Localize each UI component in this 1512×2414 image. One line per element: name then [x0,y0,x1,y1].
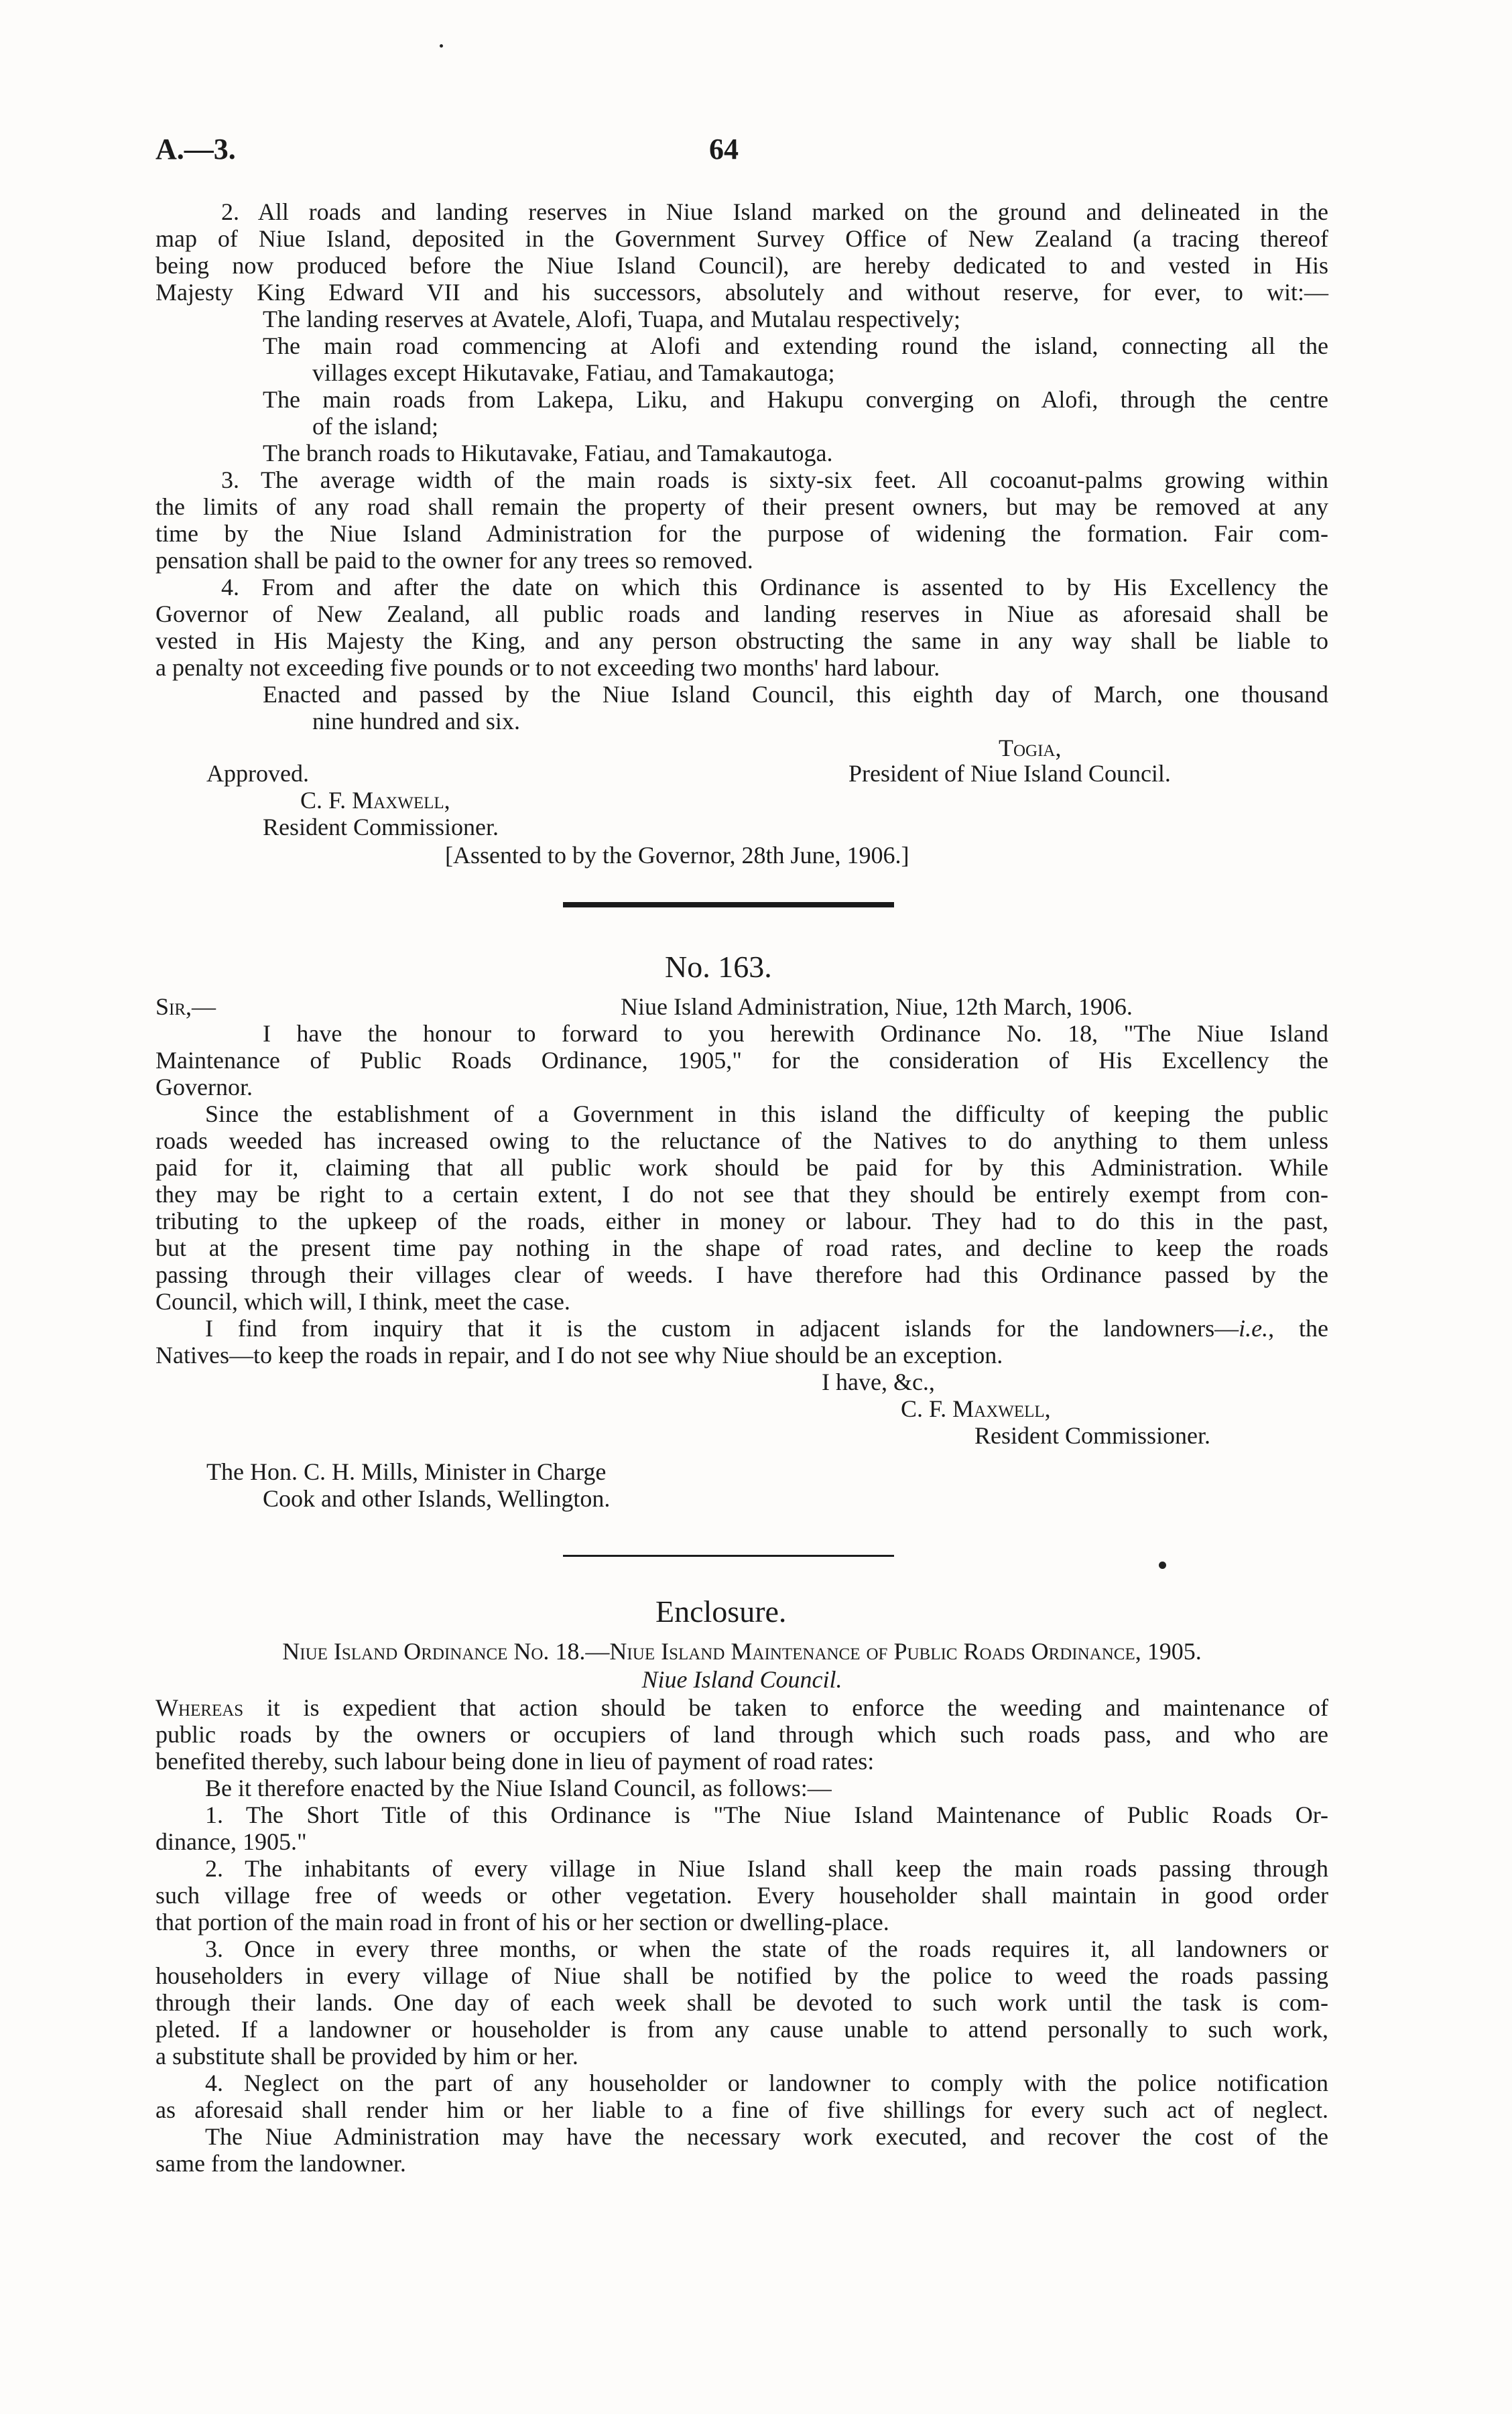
italic-abbreviation: i.e. [1239,1315,1269,1342]
enacted-clause [263,681,1328,735]
text-line: such village free of weeds or other vegetation. Every householder shall maintain in good order [155,1882,1328,1909]
list-item: The main road commencing at Alofi and extending round the island, connecting all the [263,332,1328,359]
ordinance-title: Niue Island Ordinance No. 18.—Niue Island Maintenance of Public Roads Ordinance, 1905. [282,1638,1202,1665]
letter-dateline: Niue Island Administration, Niue, 12th March, 1906. [621,993,1133,1020]
enclosure-heading: Enclosure. [655,1594,787,1629]
text-line: Enacted and passed by the Niue Island Council, this eighth day of March, one thousand [263,681,1328,708]
text-line: they may be right to a certain extent, I do not see that they should be entirely exempt from con- [155,1181,1328,1208]
text-line: benefited thereby, such labour being done in lieu of payment of road rates: [155,1748,875,1775]
list-item: The main roads from Lakepa, Liku, and Hakupu converging on Alofi, through the centre [263,386,1328,413]
approved-label: Approved. [206,760,309,787]
text-line: time by the Niue Island Administration for the purpose of widening the formation. Fair com- [155,520,1328,547]
section-2 [155,198,1328,306]
addressee-line-1: The Hon. C. H. Mills, Minister in Charge [206,1458,607,1485]
text-line: 2. The inhabitants of every village in Niue Island shall keep the main roads passing through [205,1855,1328,1882]
reserve-list [263,306,1328,466]
text-line [155,1694,1328,1721]
ordinance-section-3 [155,1935,1328,2070]
approver-name: C. F. Maxwell, [300,787,450,814]
text-line [155,1315,1328,1342]
page-number: 64 [709,133,739,166]
whereas-word: Whereas [155,1694,244,1721]
text-line: 2. All roads and landing reserves in Niue Island marked on the ground and delineated in the [221,198,1328,225]
sender-name: C. F. Maxwell, [901,1395,1051,1422]
text-line: nine hundred and six. [312,708,520,735]
text-line: 1. The Short Title of this Ordinance is "The Niue Island Maintenance of Public Roads Or- [205,1801,1328,1828]
text-line: Since the establishment of a Government in this island the difficulty of keeping the public [205,1100,1328,1127]
text-line: the limits of any road shall remain the property of their present owners, but may be removed at any [155,493,1328,520]
text-line: tributing to the upkeep of the roads, either in money or labour. They had to do this in the past, [155,1208,1328,1234]
text-line: paid for it, claiming that all public work should be paid for by this Administration. While [155,1154,1328,1181]
list-item: The branch roads to Hikutavake, Fatiau, and Tamakautoga. [263,440,833,466]
text-line: The Niue Administration may have the necessary work executed, and recover the cost of the [205,2123,1328,2150]
text-line: public roads by the owners or occupiers of land through which such roads pass, and who are [155,1721,1328,1748]
letter-paragraph-3 [155,1315,1328,1369]
enclosure-divider [563,1555,894,1557]
text-line: a penalty not exceeding five pounds or to not exceeding two months' hard labour. [155,654,940,681]
text-line: 3. Once in every three months, or when the state of the roads requires it, all landowners or [205,1935,1328,1962]
text-line: householders in every village of Niue shall be notified by the police to weed the roads passing [155,1962,1328,1989]
addressee-line-2: Cook and other Islands, Wellington. [263,1485,611,1512]
text-segment: it is expedient that action should be taken to enforce the weeding and maintenance of [243,1694,1328,1721]
text-segment: , the [1268,1315,1328,1342]
section-divider [563,902,894,907]
list-item-continuation: of the island; [312,413,438,440]
section-4 [155,574,1328,681]
text-line: passing through their villages clear of weeds. I have therefore had this Ordinance passed by the [155,1261,1328,1288]
text-line: 3. The average width of the main roads is sixty-six feet. All cocoanut-palms growing within [221,466,1328,493]
text-line: Majesty King Edward VII and his successors, absolutely and without reserve, for ever, to wit:— [155,279,1328,306]
text-line: vested in His Majesty the King, and any person obstructing the same in any way shall be liable to [155,627,1328,654]
text-line: Governor of New Zealand, all public roads and landing reserves in Niue as aforesaid shall be [155,600,1328,627]
text-line: Maintenance of Public Roads Ordinance, 1905," for the consideration of His Excellency the [155,1047,1328,1074]
president-signature: Togia, [999,735,1062,761]
text-segment: I find from inquiry that it is the custom in adjacent islands for the landowners— [205,1315,1239,1342]
scan-speck [1159,1562,1166,1569]
enactment-line: Be it therefore enacted by the Niue Island Council, as follows:— [205,1775,832,1801]
text-line: same from the landowner. [155,2150,406,2177]
text-line: 4. Neglect on the part of any householder or landowner to comply with the police notification [205,2070,1328,2096]
scan-speck [440,44,443,48]
text-line: as aforesaid shall render him or her liable to a fine of five shillings for every such act of neglect. [155,2096,1328,2123]
text-line: that portion of the main road in front of his or her section or dwelling-place. [155,1909,889,1935]
list-item-continuation: villages except Hikutavake, Fatiau, and Tamakautoga; [312,359,835,386]
ordinance-section-2 [155,1855,1328,1935]
section-3 [155,466,1328,574]
council-label: Niue Island Council. [641,1666,842,1693]
whereas-clause [155,1694,1328,1775]
approver-title: Resident Commissioner. [263,814,499,840]
letter-heading: No. 163. [665,950,772,984]
text-line: dinance, 1905." [155,1828,307,1855]
ordinance-section-5 [155,2123,1328,2177]
text-line: a substitute shall be provided by him or her. [155,2043,578,2070]
sender-title: Resident Commissioner. [974,1422,1211,1449]
text-line: Council, which will, I think, meet the case. [155,1288,570,1315]
president-title: President of Niue Island Council. [848,760,1171,787]
text-line: Governor. [155,1074,253,1100]
text-line: roads weeded has increased owing to the reluctance of the Natives to do anything to them unless [155,1127,1328,1154]
letter-salutation: Sir,— [155,993,216,1020]
ordinance-section-1 [155,1801,1328,1855]
text-line: but at the present time pay nothing in the shape of road rates, and decline to keep the roads [155,1234,1328,1261]
doc-reference: A.—3. [155,133,236,166]
ordinance-section-4 [155,2070,1328,2123]
text-line: pleted. If a landowner or householder is from any cause unable to attend personally to such work, [155,2016,1328,2043]
text-line: map of Niue Island, deposited in the Government Survey Office of New Zealand (a tracing thereof [155,225,1328,252]
text-line: I have the honour to forward to you herewith Ordinance No. 18, "The Niue Island [263,1020,1328,1047]
letter-paragraph-2 [155,1100,1328,1315]
text-line: 4. From and after the date on which this Ordinance is assented to by His Excellency the [221,574,1328,600]
letter-closing: I have, &c., [822,1369,935,1395]
text-line: pensation shall be paid to the owner for any trees so removed. [155,547,753,574]
text-line: being now produced before the Niue Island Council), are hereby dedicated to and vested in His [155,252,1328,279]
assent-note: [Assented to by the Governor, 28th June, 1906.] [445,842,909,869]
text-line: through their lands. One day of each week shall be devoted to such work until the task is com- [155,1989,1328,2016]
letter-paragraph-1 [155,1020,1328,1100]
list-item: The landing reserves at Avatele, Alofi, Tuapa, and Mutalau respectively; [263,306,961,332]
text-line: Natives—to keep the roads in repair, and I do not see why Niue should be an exception. [155,1342,1003,1369]
